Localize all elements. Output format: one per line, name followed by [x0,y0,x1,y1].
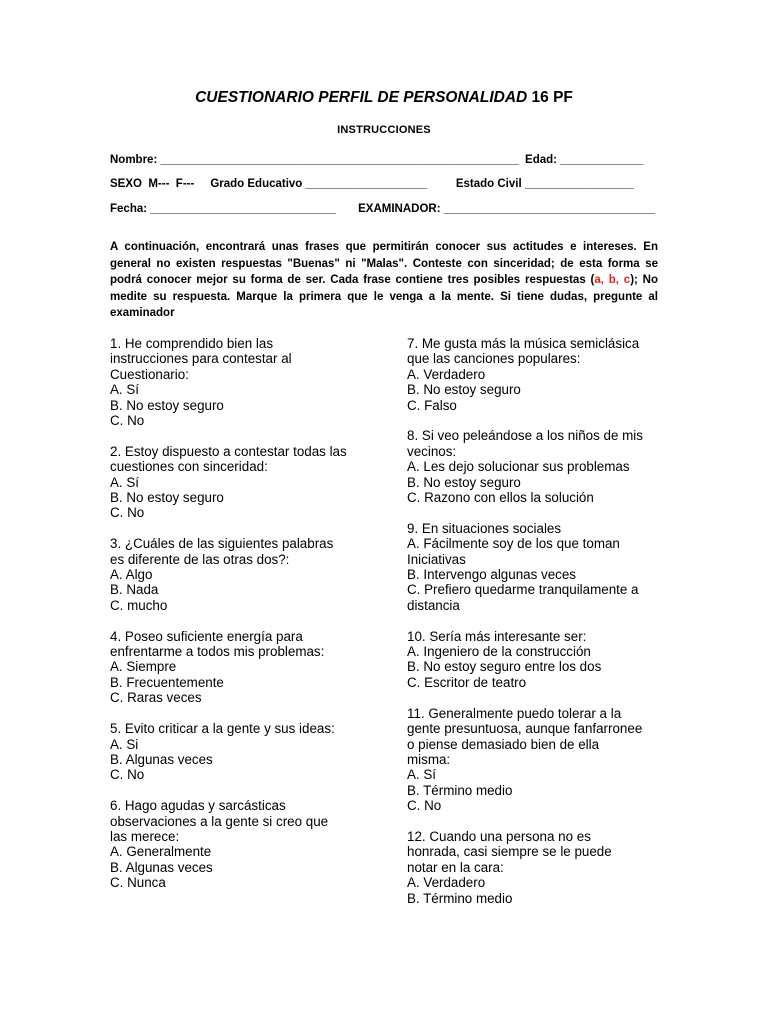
answer-option[interactable]: C. No [407,798,442,814]
answer-option[interactable]: A. Ingeniero de la construcción [407,644,591,660]
question-text: es diferente de las otras dos?: [110,551,290,567]
answer-option[interactable]: C. No [110,505,145,521]
answer-option[interactable]: A. Sí [110,474,140,490]
question-block [110,444,372,521]
answer-option[interactable]: B. Intervengo algunas veces [407,567,576,583]
answer-option[interactable]: C. Raras veces [110,690,202,706]
question-text: 10. Sería más interesante ser: [407,628,587,644]
answer-option[interactable]: B. No estoy seguro [407,474,521,490]
intro-paragraph [110,239,658,322]
answer-option[interactable]: B. No estoy seguro [110,490,224,506]
answer-option[interactable]: Iniciativas [407,551,466,567]
answer-option[interactable]: distancia [407,597,460,613]
education-field[interactable]: ___________________ [305,178,428,190]
question-text: observaciones a la gente si creo que [110,813,329,829]
form-line-name [110,154,660,166]
answer-option[interactable]: C. No [110,413,145,429]
answer-option[interactable]: B. No estoy seguro [110,397,224,413]
intro-text-before: A continuación, encontrará unas frases que permitirán conocer sus actitudes e intereses. En general no existen respuestas "Buenas" ni "Malas". Conteste con sinceridad; de esta forma se podrá conocer mejor su forma de ser. Cada frase contiene tres posibles respuestas ( [110,241,658,287]
answer-option[interactable]: B. Algunas veces [110,859,213,875]
answer-option[interactable]: C. Escritor de teatro [407,674,527,690]
questions-left-column [110,336,372,906]
question-block [110,629,372,706]
answer-option[interactable]: B. Término medio [407,890,513,906]
question-text: las merece: [110,828,180,844]
answer-option[interactable]: C. No [110,767,145,783]
question-text: instrucciones para contestar al [110,351,292,367]
answer-option[interactable]: C. Prefiero quedarme tranquilamente a [407,582,639,598]
question-text: 3. ¿Cuáles de las siguientes palabras [110,536,334,552]
question-block [407,521,669,613]
answer-option[interactable]: A. Si [110,736,139,752]
title-suffix: 16 PF [531,89,573,106]
examiner-label: EXAMINADOR: [358,203,444,215]
question-text: gente presuntuosa, aunque fanfarronee [407,721,643,737]
intro-highlight: a, b, c [594,274,631,287]
answer-option[interactable]: B. Nada [110,582,159,598]
question-text: 9. En situaciones sociales [407,520,562,536]
question-text: 2. Estoy dispuesto a contestar todas las [110,443,347,459]
civil-status-label: Estado Civil [455,178,525,190]
question-block [110,536,372,613]
questions-right-column [407,336,669,921]
question-text: 1. He comprendido bien las [110,336,274,351]
question-text: Cuestionario: [110,366,189,382]
name-label: Nombre: [110,154,161,166]
question-text: vecinos: [407,443,457,459]
question-text: 7. Me gusta más la música semiclásica [407,336,640,351]
question-block [407,629,669,691]
question-text: 8. Si veo peleándose a los niños de mis [407,428,643,444]
instructions-heading: INSTRUCCIONES [337,124,431,136]
question-block [110,721,372,783]
sex-label[interactable]: SEXO M--- F--- [110,178,195,190]
question-text: honrada, casi siempre se le puede [407,844,612,860]
name-field[interactable]: ________________________________________________________ [160,154,519,166]
answer-option[interactable]: B. Algunas veces [110,751,213,767]
answer-option[interactable]: B. No estoy seguro entre los dos [407,659,602,675]
answer-option[interactable]: A. Verdadero [407,366,486,382]
answer-option[interactable]: C. mucho [110,597,168,613]
form-line-date [110,203,660,215]
question-block [110,798,372,890]
answer-option[interactable]: C. Razono con ellos la solución [407,490,594,506]
form-line-sex [110,178,660,190]
question-text: 11. Generalmente puedo tolerar a la [407,705,622,721]
intro-text-after: ); No medite su respuesta. Marque la primera que le venga a la mente. Si tiene dudas, pregunte al examinador [110,274,658,320]
answer-option[interactable]: B. No estoy seguro [407,382,521,398]
education-label: Grado Educativo [210,178,306,190]
question-block [407,829,669,906]
answer-option[interactable]: A. Sí [407,767,437,783]
answer-option[interactable]: A. Verdadero [407,875,486,891]
question-text: 4. Poseo suficiente energía para [110,628,303,644]
question-text: notar en la cara: [407,859,504,875]
answer-option[interactable]: A. Algo [110,567,153,583]
question-block [407,428,669,505]
answer-option[interactable]: B. Frecuentemente [110,674,224,690]
question-text: misma: [407,751,451,767]
examiner-field[interactable]: _________________________________ [443,203,655,215]
question-block [407,336,669,413]
question-block [110,336,372,428]
question-text: 5. Evito criticar a la gente y sus ideas: [110,721,335,737]
question-text: enfrentarme a todos mis problemas: [110,644,325,660]
date-label: Fecha: [110,203,151,215]
answer-option[interactable]: A. Fácilmente soy de los que toman [407,536,620,552]
answer-option[interactable]: A. Generalmente [110,844,212,860]
question-block [407,706,669,814]
answer-option[interactable]: B. Término medio [407,782,513,798]
question-text: cuestiones con sinceridad: [110,459,268,475]
question-text: que las canciones populares: [407,351,581,367]
civil-status-field[interactable]: _________________ [524,178,634,190]
answer-option[interactable]: A. Les dejo solucionar sus problemas [407,459,630,475]
question-text: 12. Cuando una persona no es [407,828,591,844]
answer-option[interactable]: A. Siempre [110,659,177,675]
question-text: o piense demasiado bien de ella [407,736,600,752]
age-field[interactable]: _____________ [560,154,644,166]
question-text: 6. Hago agudas y sarcásticas [110,798,286,814]
answer-option[interactable]: C. Nunca [110,875,166,891]
age-label: Edad: [525,154,561,166]
date-field[interactable]: _____________________________ [150,203,336,215]
page-title [0,89,768,107]
answer-option[interactable]: C. Falso [407,397,457,413]
title-main: CUESTIONARIO PERFIL DE PERSONALIDAD [195,89,528,106]
answer-option[interactable]: A. Sí [110,382,140,398]
